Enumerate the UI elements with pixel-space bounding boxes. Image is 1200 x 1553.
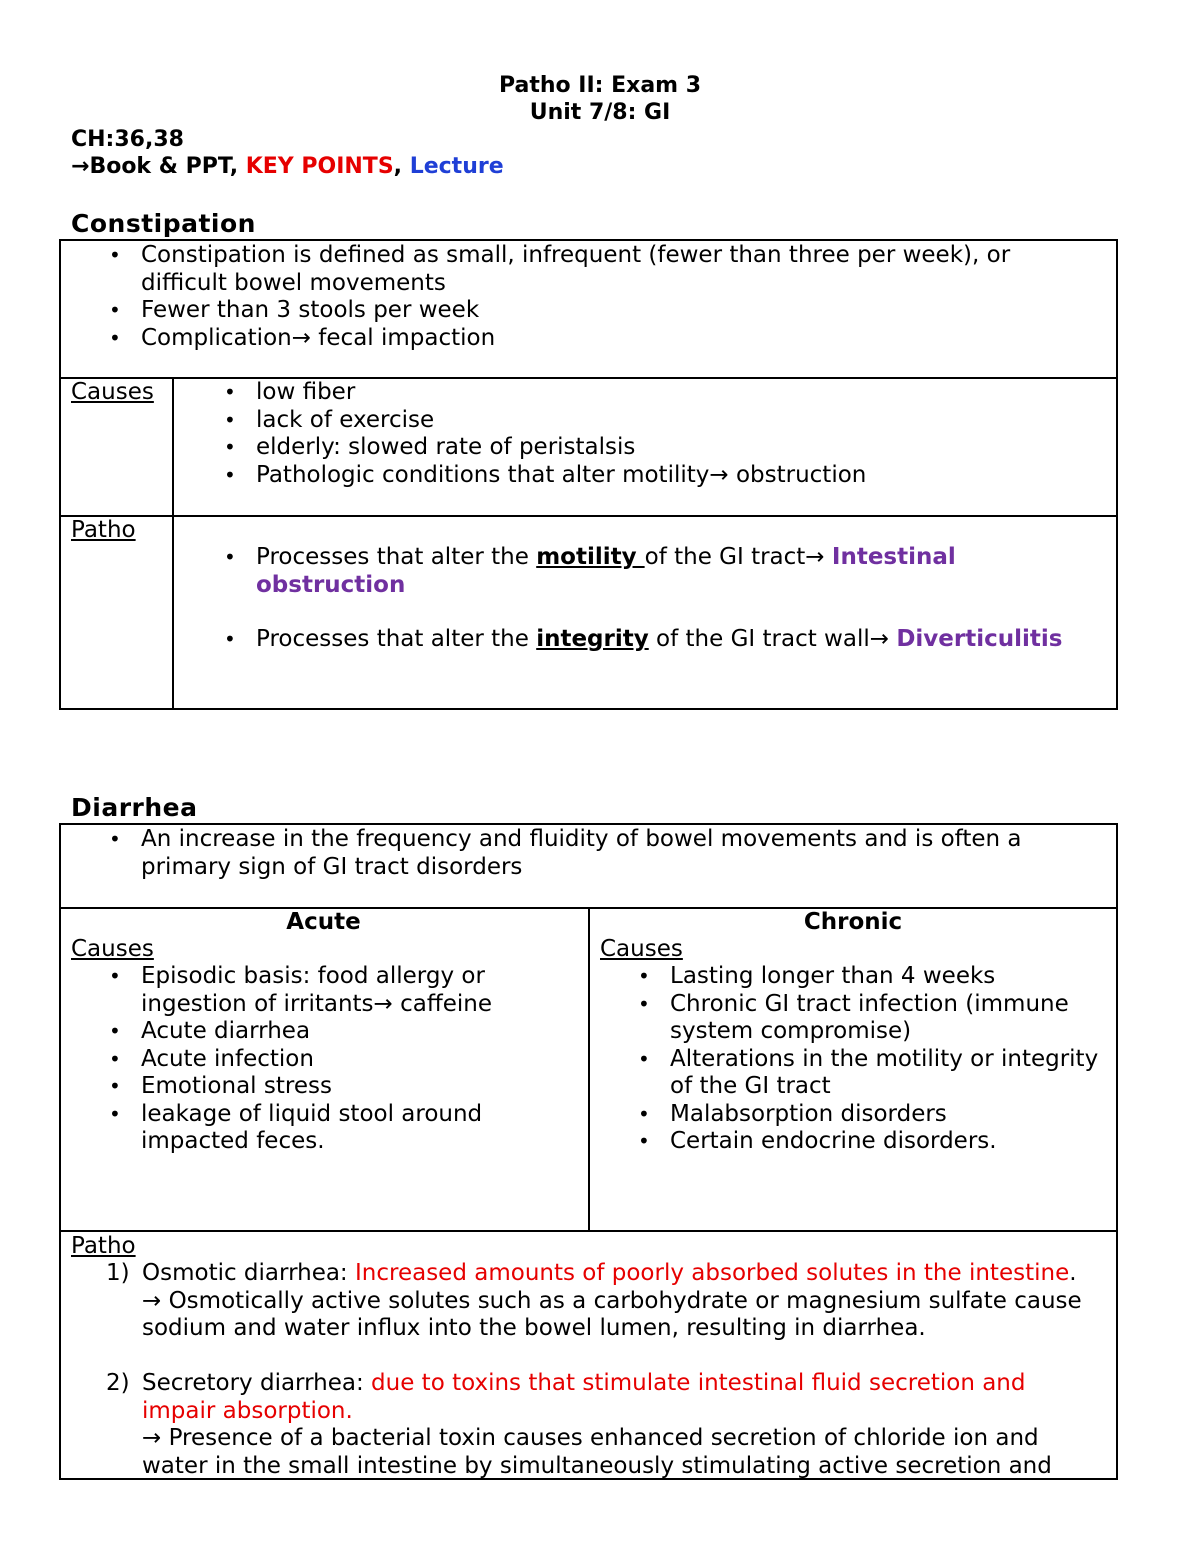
causes-label: Causes [71, 379, 154, 405]
patho-highlight: Diverticulitis [896, 626, 1063, 652]
item-number: 2) [106, 1370, 130, 1396]
item-name: Secretory diarrhea: [142, 1370, 372, 1396]
legend-book: Book & PPT, [89, 154, 246, 179]
table-divider [59, 515, 1118, 517]
table-divider [59, 1230, 1118, 1232]
acute-heading: Acute [286, 909, 361, 935]
item-key-point: due to toxins that stimulate intestinal fluid secretion and impair absorption. [142, 1370, 1026, 1424]
document-title: Patho II: Exam 3 [498, 73, 702, 98]
list-item: • Lasting longer than 4 weeks [634, 963, 1104, 991]
list-item: • low fiber [220, 379, 1100, 407]
arrow-icon: → [71, 154, 90, 179]
causes-label: Causes [600, 936, 683, 962]
list-item [220, 544, 1100, 599]
constipation-intro-list [105, 242, 1065, 352]
legend-line [71, 153, 504, 181]
list-item: • leakage of liquid stool around impacted feces. [105, 1101, 575, 1156]
list-item: • Chronic GI tract infection (immune system compromise) [634, 991, 1104, 1046]
legend-separator: , [393, 154, 410, 179]
constipation-patho-list [220, 544, 1100, 654]
patho-keyword: integrity [536, 626, 649, 652]
acute-causes-list [105, 963, 575, 1156]
item-body [142, 1370, 1102, 1480]
item-detail: → Presence of a bacterial toxin causes enhanced secretion of chloride ion and water in the small intestine by simultaneously stimulating active secretion and [142, 1425, 1052, 1479]
patho-text: Processes that alter the [256, 626, 537, 652]
legend-key-points: KEY POINTS [245, 154, 394, 179]
causes-label: Causes [71, 936, 154, 962]
chronic-heading: Chronic [803, 909, 903, 935]
list-item [220, 626, 1100, 654]
patho-text: of the GI tract wall→ [648, 626, 897, 652]
patho-label: Patho [71, 1233, 136, 1259]
diarrhea-heading: Diarrhea [71, 793, 198, 822]
chapters-line: CH:36,38 [71, 127, 184, 152]
patho-keyword: motility [536, 544, 645, 570]
item-key-point: Increased amounts of poorly absorbed solutes in the intestine [355, 1260, 1070, 1286]
list-item: • Certain endocrine disorders. [634, 1128, 1104, 1156]
list-item: • Pathologic conditions that alter motility→ obstruction [220, 462, 1100, 490]
patho-text: Processes that alter the [256, 544, 537, 570]
list-item: • Malabsorption disorders [634, 1101, 1104, 1129]
document-subtitle: Unit 7/8: GI [529, 100, 671, 125]
constipation-heading: Constipation [71, 209, 256, 238]
item-end: . [1069, 1260, 1077, 1286]
item-detail: → Osmotically active solutes such as a carbohydrate or magnesium sulfate cause sodium and water influx into the bowel lumen, resulting in diarrhea. [142, 1287, 1082, 1341]
patho-text: of the GI tract→ [644, 544, 832, 570]
list-item: • Alterations in the motility or integrity of the GI tract [634, 1046, 1104, 1101]
list-item: • Fewer than 3 stools per week [105, 297, 1065, 325]
list-item: • Complication→ fecal impaction [105, 325, 1065, 353]
table-divider [172, 377, 174, 710]
list-item: • Episodic basis: food allergy or ingestion of irritants→ caffeine [105, 963, 575, 1018]
chronic-causes-list [634, 963, 1104, 1156]
list-item: • lack of exercise [220, 407, 1100, 435]
table-divider [588, 907, 590, 1230]
patho-label: Patho [71, 517, 136, 543]
constipation-causes-list [220, 379, 1100, 489]
list-item: • elderly: slowed rate of peristalsis [220, 434, 1100, 462]
list-item: • An increase in the frequency and fluidity of bowel movements and is often a primary sign of GI tract disorders [105, 826, 1065, 881]
diarrhea-intro-list [105, 826, 1065, 881]
list-item: • Constipation is defined as small, infrequent (fewer than three per week), or difficult bowel movements [105, 242, 1065, 297]
item-name: Osmotic diarrhea: [142, 1260, 355, 1286]
item-number: 1) [106, 1260, 130, 1286]
list-item: • Acute infection [105, 1046, 575, 1074]
patho-highlight: Intestinal obstruction [256, 544, 956, 598]
list-item: • Emotional stress [105, 1073, 575, 1101]
list-item: • Acute diarrhea [105, 1018, 575, 1046]
item-body [142, 1260, 1102, 1343]
legend-lecture: Lecture [409, 154, 504, 179]
